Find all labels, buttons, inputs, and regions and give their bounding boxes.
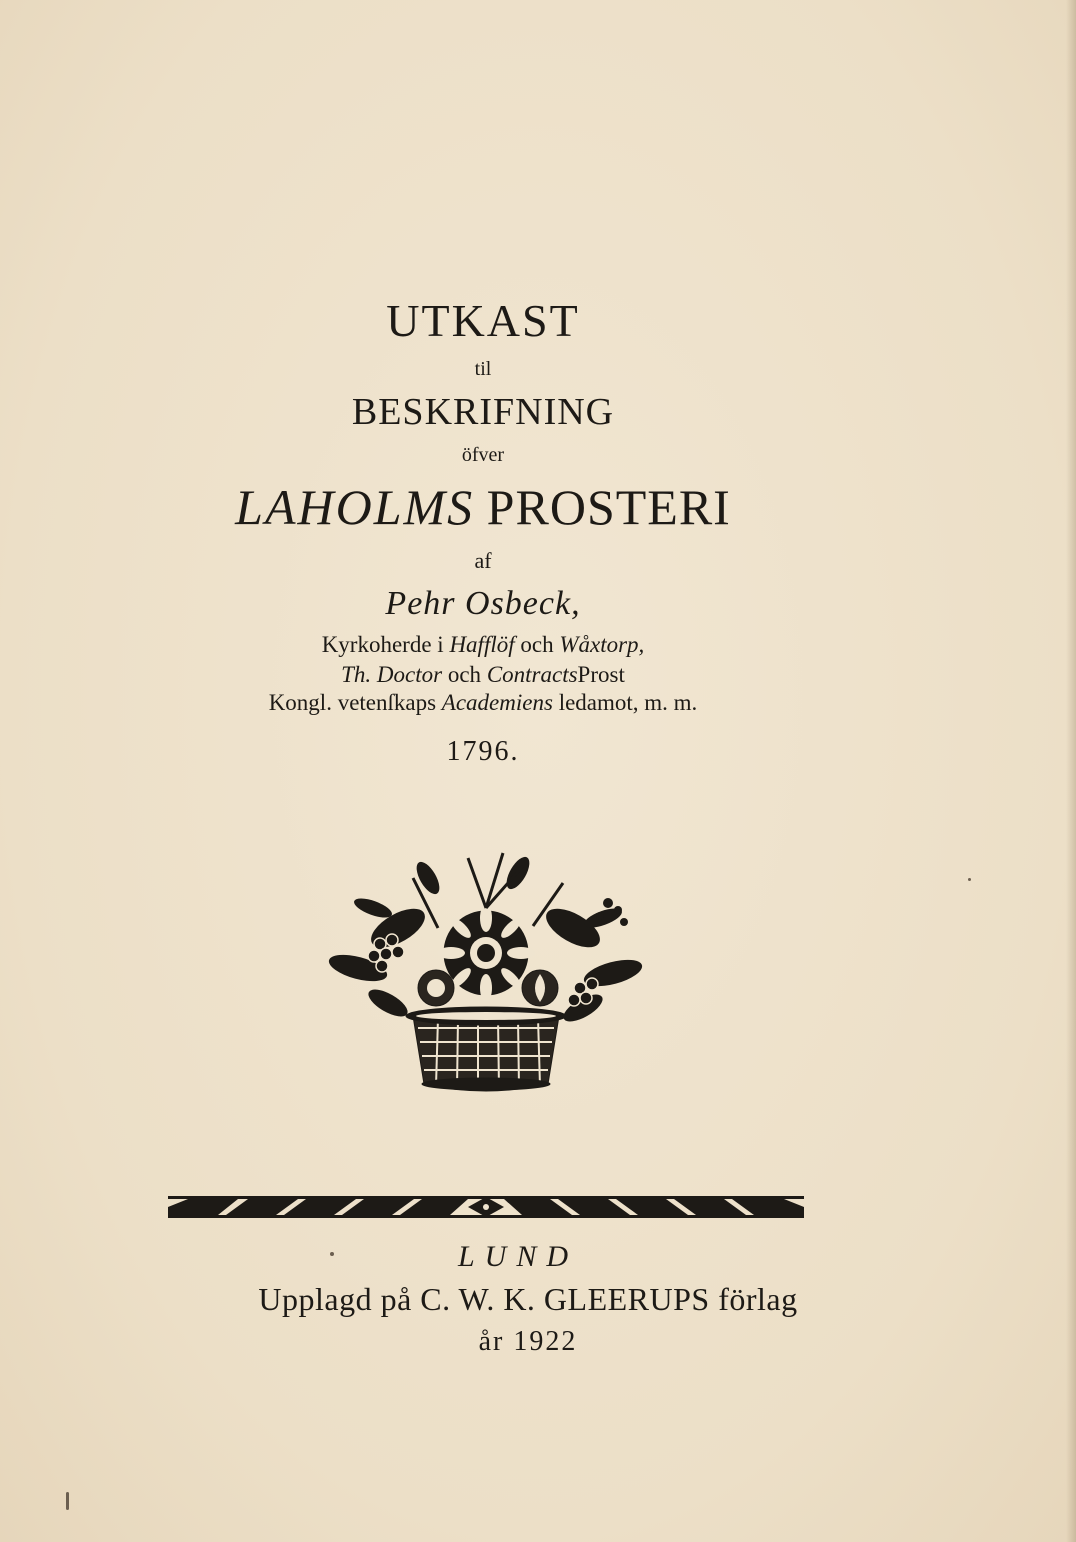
desc2-c: Contracts bbox=[486, 662, 578, 687]
author-desc-line1 bbox=[0, 632, 1021, 658]
desc1-b: Hafflöf bbox=[449, 632, 515, 657]
paper-speck bbox=[968, 878, 971, 881]
desc2-b: och bbox=[442, 662, 487, 687]
imprint-year: år 1922 bbox=[478, 1326, 578, 1357]
place-italic: LAHOLMS bbox=[235, 479, 475, 535]
title-sub: BESKRIFNING bbox=[351, 391, 615, 433]
word-af: af bbox=[474, 548, 492, 573]
flower-basket-icon bbox=[318, 848, 654, 1094]
paper-mark bbox=[66, 1492, 69, 1510]
paper-speck bbox=[330, 1252, 334, 1256]
desc3-c: ledamot, m. m. bbox=[552, 690, 698, 715]
author-name: Pehr Osbeck, bbox=[385, 585, 581, 622]
imprint-publisher: Upplagd på C. W. K. GLEERUPS förlag bbox=[258, 1281, 798, 1317]
page-edge-shadow bbox=[1066, 0, 1076, 1542]
desc2-d: Prost bbox=[577, 662, 625, 687]
desc1-d: Wåxtorp, bbox=[559, 632, 645, 657]
title-main: UTKAST bbox=[386, 295, 580, 346]
place-title bbox=[0, 478, 1021, 536]
place-rest: PROSTERI bbox=[486, 479, 731, 535]
author-desc-line3 bbox=[0, 690, 1021, 716]
imprint-city: LUND bbox=[457, 1240, 579, 1273]
desc1-c: och bbox=[514, 632, 560, 657]
original-year: 1796. bbox=[446, 736, 520, 767]
word-ofver: öfver bbox=[461, 444, 505, 466]
author-desc-line2 bbox=[0, 662, 1021, 688]
word-til: til bbox=[474, 358, 492, 380]
desc3-a: Kongl. vetenſkaps bbox=[268, 690, 442, 715]
desc2-a: Th. Doctor bbox=[341, 662, 443, 687]
ornamental-border-icon bbox=[168, 1194, 804, 1220]
desc1-a: Kyrkoherde i bbox=[321, 632, 450, 657]
desc3-b: Academiens bbox=[441, 690, 553, 715]
